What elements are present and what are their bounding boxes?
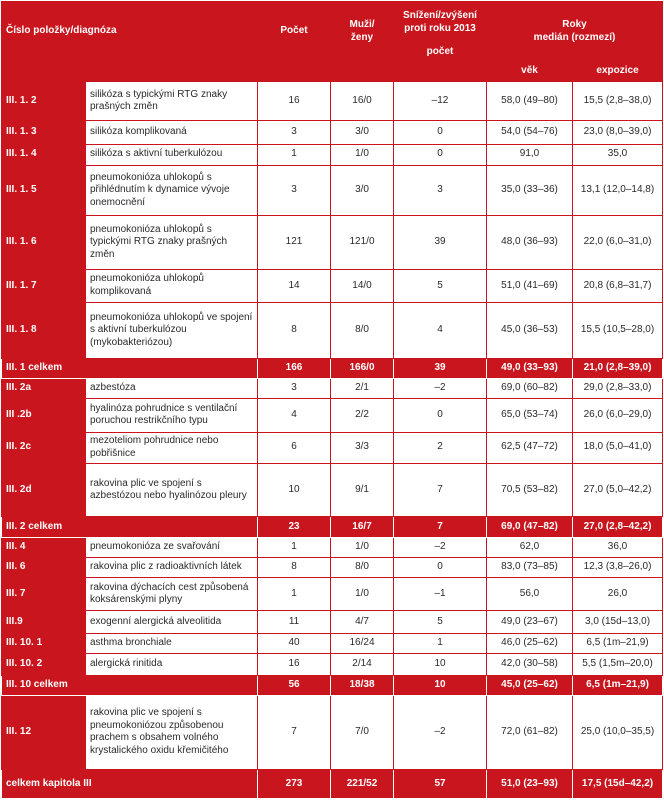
table-row: [2, 379, 663, 399]
age-cell: 65,0 (53–74): [487, 399, 573, 433]
diagnosis-cell: pneumokonióza uhlokopů ve spojení s aktivní tuberkulózou (mykobakteriózou): [86, 303, 258, 359]
total-row: [2, 676, 663, 696]
age-cell: 51,0 (41–69): [487, 269, 573, 303]
item-code: III. 2d: [2, 463, 86, 517]
header-years: Roky medián (rozmezí): [487, 2, 663, 62]
item-code: III. 1. 2: [2, 82, 86, 121]
age-cell: 51,0 (23–93): [487, 769, 573, 798]
exposure-cell: 13,1 (12,0–14,8): [573, 165, 663, 215]
exposure-cell: 17,5 (15d–42,2): [573, 769, 663, 798]
age-cell: 46,0 (25–62): [487, 633, 573, 653]
count-cell: 121: [258, 216, 331, 270]
count-cell: 8: [258, 303, 331, 359]
change-cell: 3: [394, 165, 487, 215]
change-cell: 0: [394, 121, 487, 144]
change-cell: 0: [394, 557, 487, 577]
male-female-cell: 7/0: [331, 696, 394, 770]
table-row: [2, 165, 663, 215]
change-cell: 7: [394, 463, 487, 517]
exposure-cell: 27,0 (5,0–42,2): [573, 463, 663, 517]
diagnosis-cell: rakovina plic ve spojení s azbestózou nebo hyalinózou pleury: [86, 463, 258, 517]
item-code: III. 1. 5: [2, 165, 86, 215]
male-female-cell: 1/0: [331, 144, 394, 165]
table-row: [2, 696, 663, 770]
exposure-cell: 15,5 (10,5–28,0): [573, 303, 663, 359]
male-female-cell: 14/0: [331, 269, 394, 303]
male-female-cell: 8/0: [331, 557, 394, 577]
male-female-cell: 9/1: [331, 463, 394, 517]
male-female-cell: 16/0: [331, 82, 394, 121]
change-cell: 4: [394, 303, 487, 359]
item-code: III. 1. 6: [2, 216, 86, 270]
male-female-cell: 16/24: [331, 633, 394, 653]
count-cell: 1: [258, 144, 331, 165]
male-female-cell: 18/38: [331, 676, 394, 696]
header-diagnosis: Číslo položky/diagnóza: [2, 2, 258, 62]
change-cell: –2: [394, 537, 487, 557]
header-change-count: počet: [394, 44, 487, 62]
change-cell: 1: [394, 633, 487, 653]
exposure-cell: 15,5 (2,8–38,0): [573, 82, 663, 121]
item-code: III. 4: [2, 537, 86, 557]
change-cell: 10: [394, 653, 487, 675]
change-cell: 10: [394, 676, 487, 696]
table-row: [2, 557, 663, 577]
male-female-cell: 3/0: [331, 121, 394, 144]
change-cell: 39: [394, 358, 487, 378]
change-cell: 5: [394, 269, 487, 303]
count-cell: 10: [258, 463, 331, 517]
exposure-cell: 5,5 (1,5m–20,0): [573, 653, 663, 675]
count-cell: 7: [258, 696, 331, 770]
occupational-disease-table: [1, 1, 663, 799]
exposure-cell: 27,0 (2,8–42,2): [573, 517, 663, 537]
age-cell: 70,5 (53–82): [487, 463, 573, 517]
diagnosis-cell: rakovina plic z radioaktivních látek: [86, 557, 258, 577]
item-code: III. 2c: [2, 432, 86, 463]
change-cell: 0: [394, 144, 487, 165]
diagnosis-cell: asthma bronchiale: [86, 633, 258, 653]
item-code: III. 1. 7: [2, 269, 86, 303]
diagnosis-cell: pneumokonióza uhlokopů komplikovaná: [86, 269, 258, 303]
total-label: celkem kapitola III: [2, 769, 258, 798]
count-cell: 16: [258, 653, 331, 675]
male-female-cell: 16/7: [331, 517, 394, 537]
age-cell: 69,0 (47–82): [487, 517, 573, 537]
age-cell: 69,0 (60–82): [487, 379, 573, 399]
count-cell: 11: [258, 611, 331, 633]
count-cell: 3: [258, 165, 331, 215]
total-label: III. 2 celkem: [2, 517, 258, 537]
exposure-cell: 21,0 (2,8–39,0): [573, 358, 663, 378]
count-cell: 166: [258, 358, 331, 378]
diagnosis-cell: hyalinóza pohrudnice s ventilační poruchou restrikčního typu: [86, 399, 258, 433]
exposure-cell: 18,0 (5,0–41,0): [573, 432, 663, 463]
male-female-cell: 2/2: [331, 399, 394, 433]
male-female-cell: 221/52: [331, 769, 394, 798]
diagnosis-cell: pneumokonióza uhlokopů s přihlédnutím k dynamice vývoje onemocnění: [86, 165, 258, 215]
count-cell: 1: [258, 537, 331, 557]
total-row: [2, 358, 663, 378]
count-cell: 16: [258, 82, 331, 121]
male-female-cell: 121/0: [331, 216, 394, 270]
item-code: III. 6: [2, 557, 86, 577]
item-code: III. 7: [2, 577, 86, 611]
diagnosis-cell: azbestóza: [86, 379, 258, 399]
age-cell: 45,0 (25–62): [487, 676, 573, 696]
table-row: [2, 432, 663, 463]
table-row: [2, 537, 663, 557]
exposure-cell: 23,0 (8,0–39,0): [573, 121, 663, 144]
table-row: [2, 399, 663, 433]
table-row: [2, 653, 663, 675]
change-cell: 5: [394, 611, 487, 633]
total-row: [2, 769, 663, 798]
age-cell: 48,0 (36–93): [487, 216, 573, 270]
table-row: [2, 577, 663, 611]
count-cell: 273: [258, 769, 331, 798]
diagnosis-cell: silikóza s typickými RTG znaky prašných změn: [86, 82, 258, 121]
age-cell: 49,0 (23–67): [487, 611, 573, 633]
age-cell: 62,0: [487, 537, 573, 557]
item-code: III.9: [2, 611, 86, 633]
count-cell: 8: [258, 557, 331, 577]
count-cell: 23: [258, 517, 331, 537]
age-cell: 91,0: [487, 144, 573, 165]
age-cell: 35,0 (33–36): [487, 165, 573, 215]
exposure-cell: 25,0 (10,0–35,5): [573, 696, 663, 770]
diagnosis-cell: silikóza s aktivní tuberkulózou: [86, 144, 258, 165]
exposure-cell: 6,5 (1m–21,9): [573, 676, 663, 696]
item-code: III. 2a: [2, 379, 86, 399]
item-code: III .2b: [2, 399, 86, 433]
count-cell: 4: [258, 399, 331, 433]
table-row: [2, 633, 663, 653]
count-cell: 56: [258, 676, 331, 696]
exposure-cell: 29,0 (2,8–33,0): [573, 379, 663, 399]
count-cell: 40: [258, 633, 331, 653]
change-cell: –2: [394, 696, 487, 770]
diagnosis-cell: silikóza komplikovaná: [86, 121, 258, 144]
diagnosis-cell: alergická rinitida: [86, 653, 258, 675]
exposure-cell: 6,5 (1m–21,9): [573, 633, 663, 653]
age-cell: 58,0 (49–80): [487, 82, 573, 121]
age-cell: 45,0 (36–53): [487, 303, 573, 359]
change-cell: 7: [394, 517, 487, 537]
count-cell: 14: [258, 269, 331, 303]
exposure-cell: 3,0 (15d–13,0): [573, 611, 663, 633]
exposure-cell: 35,0: [573, 144, 663, 165]
age-cell: 62,5 (47–72): [487, 432, 573, 463]
table-row: [2, 463, 663, 517]
male-female-cell: 8/0: [331, 303, 394, 359]
count-cell: 1: [258, 577, 331, 611]
age-cell: 49,0 (33–93): [487, 358, 573, 378]
diagnosis-cell: rakovina dýchacích cest způsobená koksárenskými plyny: [86, 577, 258, 611]
change-cell: 0: [394, 399, 487, 433]
diagnosis-cell: mezoteliom pohrudnice nebo pobřišnice: [86, 432, 258, 463]
age-cell: 83,0 (73–85): [487, 557, 573, 577]
count-cell: 6: [258, 432, 331, 463]
male-female-cell: 3/3: [331, 432, 394, 463]
table-row: [2, 216, 663, 270]
item-code: III. 10. 2: [2, 653, 86, 675]
header-spacer: [2, 62, 487, 82]
male-female-cell: 2/14: [331, 653, 394, 675]
table-row: [2, 144, 663, 165]
male-female-cell: 3/0: [331, 165, 394, 215]
count-cell: 3: [258, 379, 331, 399]
total-row: [2, 517, 663, 537]
age-cell: 72,0 (61–82): [487, 696, 573, 770]
diagnosis-cell: exogenní alergická alveolitida: [86, 611, 258, 633]
exposure-cell: 26,0: [573, 577, 663, 611]
item-code: III. 12: [2, 696, 86, 770]
diagnosis-cell: pneumokonióza ze svařování: [86, 537, 258, 557]
change-cell: –1: [394, 577, 487, 611]
age-cell: 42,0 (30–58): [487, 653, 573, 675]
header-sex: Muži/ ženy: [331, 2, 394, 62]
total-label: III. 10 celkem: [2, 676, 258, 696]
table-row: [2, 82, 663, 121]
age-cell: 54,0 (54–76): [487, 121, 573, 144]
table-row: [2, 611, 663, 633]
header-exposure: expozice: [573, 62, 663, 82]
item-code: III. 10. 1: [2, 633, 86, 653]
header-count: Počet: [258, 2, 331, 62]
change-cell: 39: [394, 216, 487, 270]
item-code: III. 1. 3: [2, 121, 86, 144]
male-female-cell: 166/0: [331, 358, 394, 378]
age-cell: 56,0: [487, 577, 573, 611]
item-code: III. 1. 8: [2, 303, 86, 359]
total-label: III. 1 celkem: [2, 358, 258, 378]
change-cell: –2: [394, 379, 487, 399]
male-female-cell: 2/1: [331, 379, 394, 399]
change-cell: 57: [394, 769, 487, 798]
diagnosis-cell: pneumokonióza uhlokopů s typickými RTG znaky prašných změn: [86, 216, 258, 270]
exposure-cell: 12,3 (3,8–26,0): [573, 557, 663, 577]
exposure-cell: 36,0: [573, 537, 663, 557]
change-cell: 2: [394, 432, 487, 463]
male-female-cell: 1/0: [331, 537, 394, 557]
diagnosis-cell: rakovina plic ve spojení s pneumokoniózou způsobenou prachem s obsahem volného krystalického oxidu křemičitého: [86, 696, 258, 770]
item-code: III. 1. 4: [2, 144, 86, 165]
exposure-cell: 20,8 (6,8–31,7): [573, 269, 663, 303]
exposure-cell: 26,0 (6,0–29,0): [573, 399, 663, 433]
table-row: [2, 269, 663, 303]
header-change: Snížení/zvýšení proti roku 2013: [394, 2, 487, 44]
table-row: [2, 303, 663, 359]
count-cell: 3: [258, 121, 331, 144]
exposure-cell: 22,0 (6,0–31,0): [573, 216, 663, 270]
table-row: [2, 121, 663, 144]
change-cell: –12: [394, 82, 487, 121]
header-age: věk: [487, 62, 573, 82]
male-female-cell: 1/0: [331, 577, 394, 611]
male-female-cell: 4/7: [331, 611, 394, 633]
table-body: [2, 82, 663, 799]
